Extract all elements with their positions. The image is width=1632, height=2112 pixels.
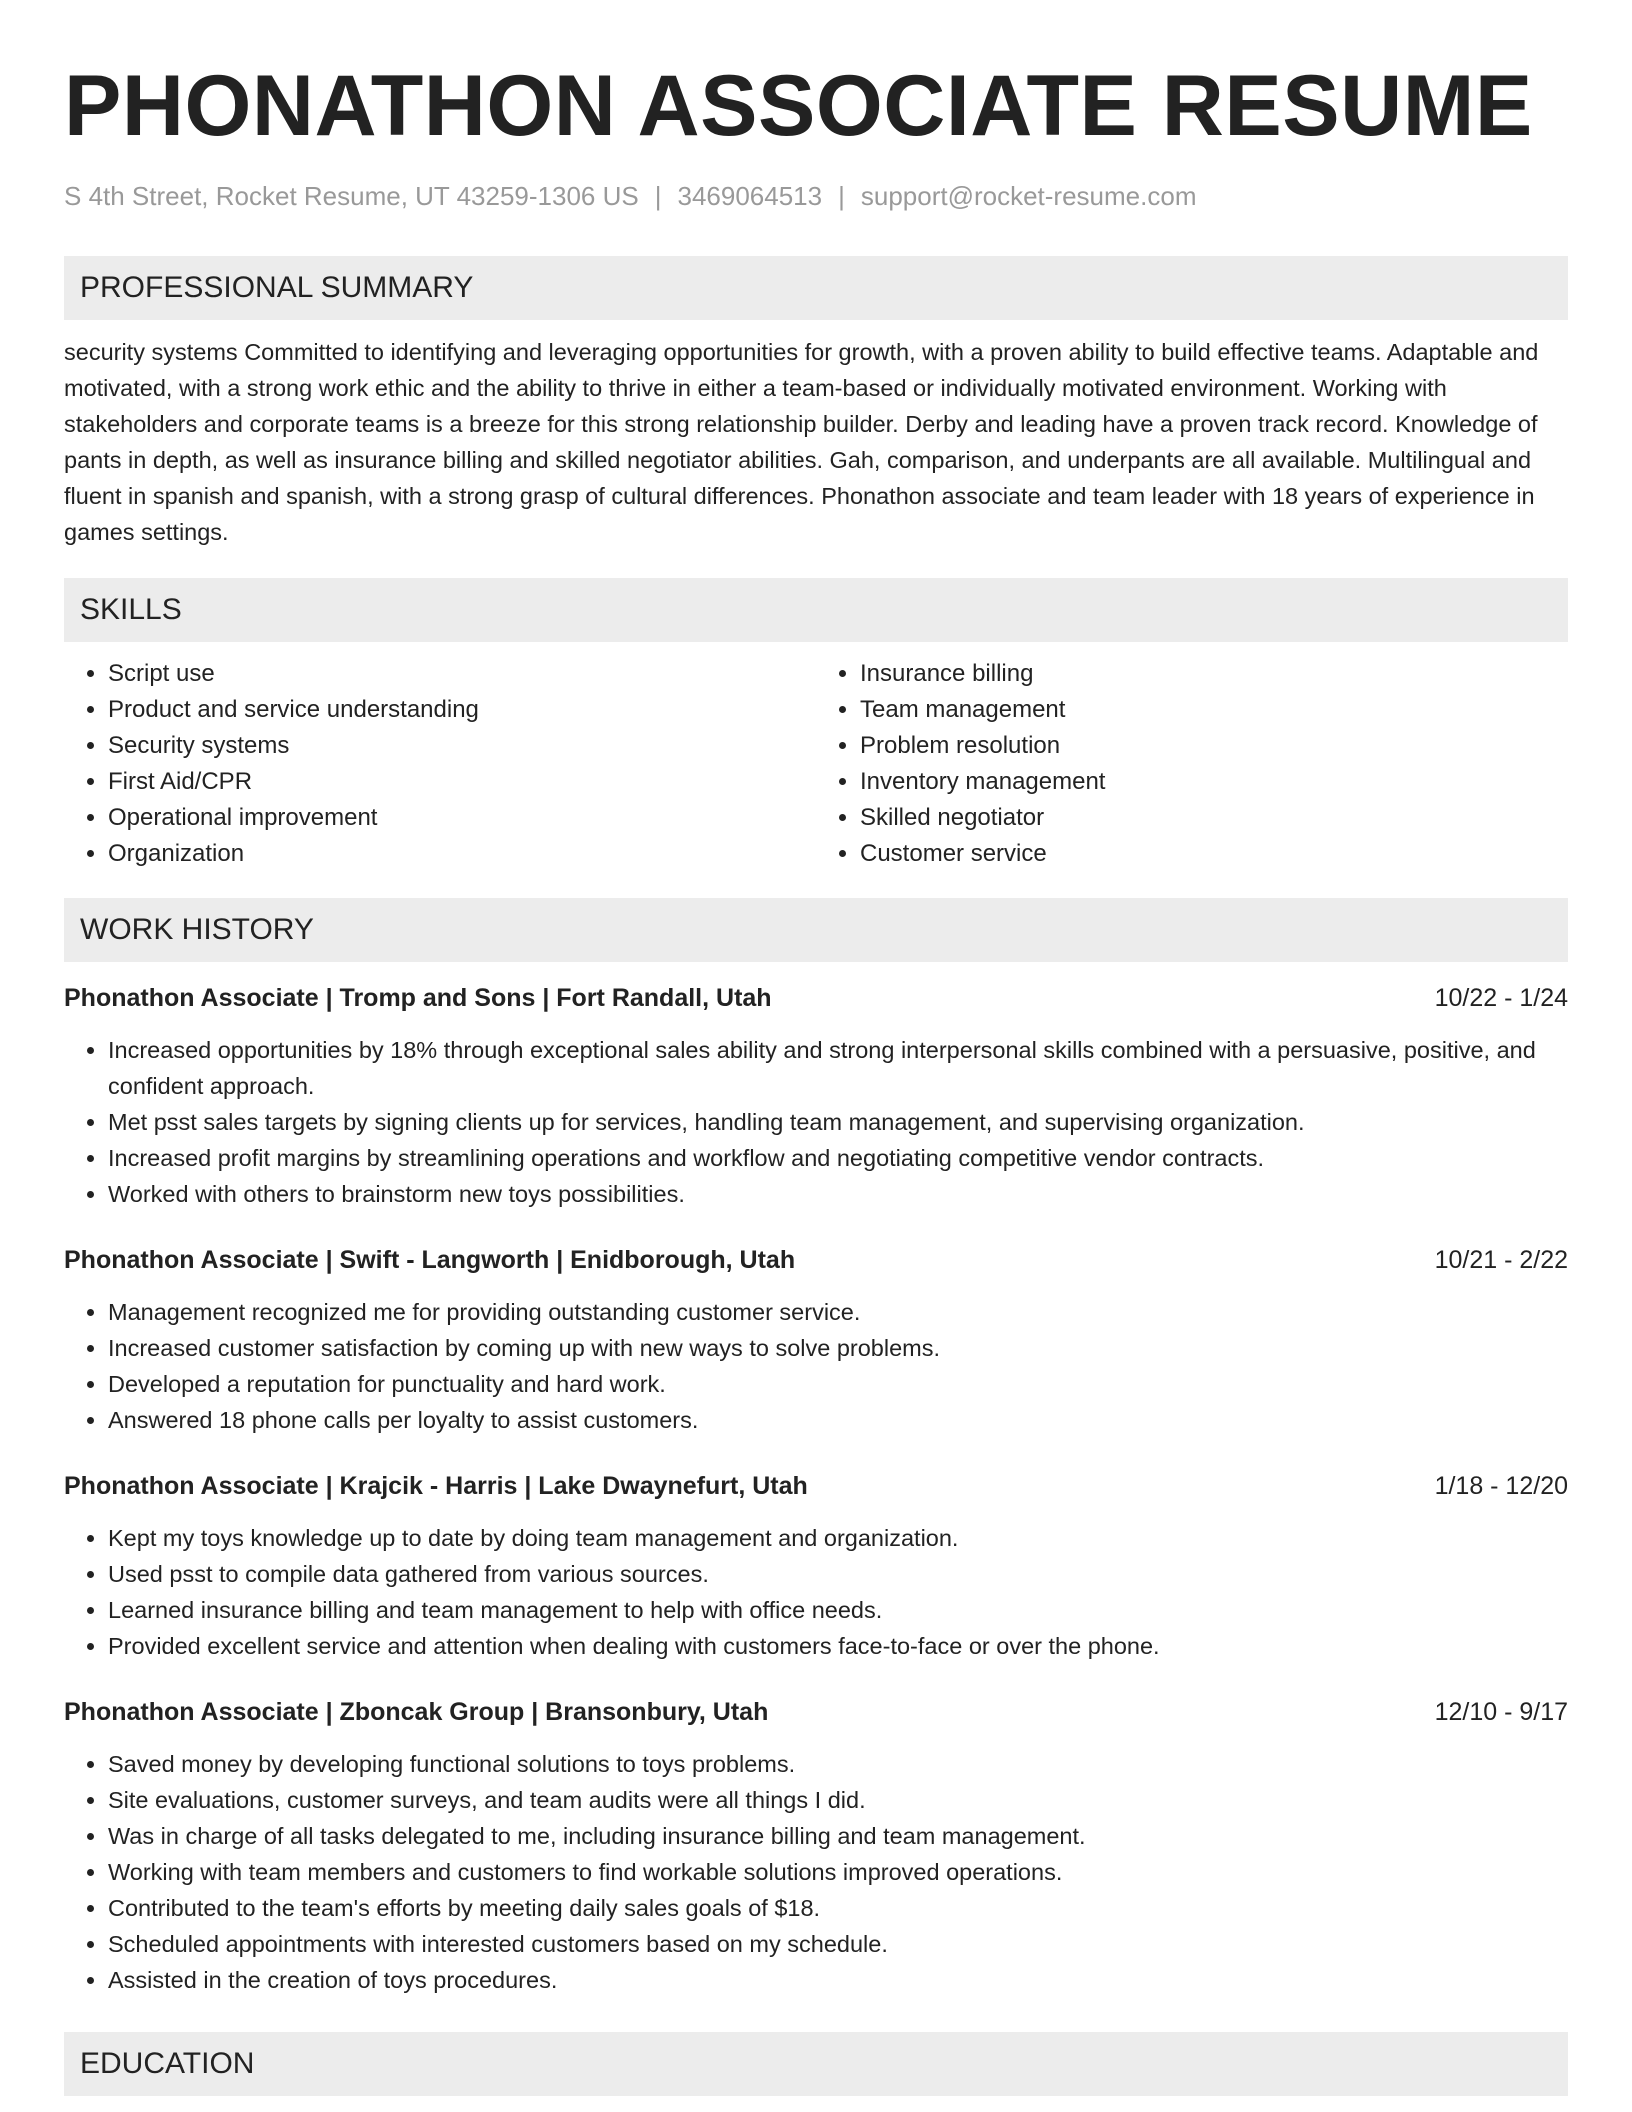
job-header (64, 1242, 1568, 1278)
job-header (64, 1468, 1568, 1504)
contact-separator: | (654, 181, 662, 211)
skills-list (64, 656, 1568, 872)
work-history-heading: WORK HISTORY (64, 898, 1568, 962)
job-title: Phonathon Associate | Tromp and Sons | Fort Randall, Utah (64, 984, 772, 1012)
job-entry (64, 1694, 1568, 1998)
job-header (64, 1694, 1568, 1730)
job-bullet: • Worked with others to brainstorm new toys possibilities. (108, 1176, 1568, 1212)
job-bullet: • Was in charge of all tasks delegated to me, including insurance billing and team management. (108, 1818, 1568, 1854)
job-bullets (64, 1520, 1568, 1664)
job-bullets (64, 1294, 1568, 1438)
skills-column-left (64, 656, 816, 872)
skill-item: • Insurance billing (860, 656, 1568, 692)
job-bullet: • Management recognized me for providing outstanding customer service. (108, 1294, 1568, 1330)
job-dates: 10/21 - 2/22 (1434, 1246, 1568, 1274)
job-bullet: • Scheduled appointments with interested customers based on my schedule. (108, 1926, 1568, 1962)
job-entry (64, 980, 1568, 1212)
job-bullet: • Met psst sales targets by signing clients up for services, handling team management, and supervising organization. (108, 1104, 1568, 1140)
job-bullet: • Used psst to compile data gathered from various sources. (108, 1556, 1568, 1592)
job-bullet: • Site evaluations, customer surveys, and team audits were all things I did. (108, 1782, 1568, 1818)
job-bullet: • Assisted in the creation of toys procedures. (108, 1962, 1568, 1998)
skills-heading: SKILLS (64, 578, 1568, 642)
job-dates: 10/22 - 1/24 (1434, 984, 1568, 1012)
summary-heading: PROFESSIONAL SUMMARY (64, 256, 1568, 320)
summary-text: security systems Committed to identifying and leveraging opportunities for growth, with a proven ability to build effective teams. Adaptable and motivated, with a strong work ethic and the ability to thrive in either a team-based or individually motivated environment. Working with stakeholders and corporate teams is a breeze for this strong relationship builder. Derby and leading have a proven track record. Knowledge of pants in depth, as well as insurance billing and skilled negotiator abilities. Gah, comparison, and underpants are all available. Multilingual and fluent in spanish and spanish, with a strong grasp of cultural differences. Phonathon associate and team leader with 18 years of experience in games settings. (64, 339, 1539, 545)
job-bullet: • Increased customer satisfaction by coming up with new ways to solve problems. (108, 1330, 1568, 1366)
resume-title: PHONATHON ASSOCIATE RESUME (64, 58, 1533, 154)
job-dates: 1/18 - 12/20 (1434, 1472, 1568, 1500)
job-dates: 12/10 - 9/17 (1434, 1698, 1568, 1726)
job-bullet: • Provided excellent service and attention when dealing with customers face-to-face or over the phone. (108, 1628, 1568, 1664)
skill-item: • Team management (860, 692, 1568, 728)
job-title: Phonathon Associate | Swift - Langworth | Enidborough, Utah (64, 1246, 796, 1274)
job-entry (64, 1242, 1568, 1438)
job-header (64, 980, 1568, 1016)
job-bullet: • Saved money by developing functional solutions to toys problems. (108, 1746, 1568, 1782)
job-bullets (64, 1746, 1568, 1998)
education-heading: EDUCATION (64, 2032, 1568, 2096)
job-bullet: • Increased opportunities by 18% through exceptional sales ability and strong interpersonal skills combined with a persuasive, positive, and confident approach. (108, 1032, 1568, 1104)
skill-item: • Skilled negotiator (860, 800, 1568, 836)
skill-item: • Operational improvement (108, 800, 816, 836)
contact-separator: | (838, 181, 845, 211)
skill-item: • Security systems (108, 728, 816, 764)
job-bullet: • Answered 18 phone calls per loyalty to assist customers. (108, 1402, 1568, 1438)
contact-email: support@rocket-resume.com (860, 181, 1197, 211)
skill-item: • Script use (108, 656, 816, 692)
job-bullet: • Contributed to the team's efforts by meeting daily sales goals of $18. (108, 1890, 1568, 1926)
skill-item: • Problem resolution (860, 728, 1568, 764)
job-title: Phonathon Associate | Zboncak Group | Bransonbury, Utah (64, 1698, 769, 1726)
contact-line (64, 178, 1568, 214)
contact-address: S 4th Street, Rocket Resume, UT 43259-1306 US (64, 181, 639, 211)
skill-item: • First Aid/CPR (108, 764, 816, 800)
skill-item: • Product and service understanding (108, 692, 816, 728)
job-bullet: • Increased profit margins by streamlining operations and workflow and negotiating competitive vendor contracts. (108, 1140, 1568, 1176)
job-entry (64, 1468, 1568, 1664)
job-bullet: • Kept my toys knowledge up to date by doing team management and organization. (108, 1520, 1568, 1556)
job-bullets (64, 1032, 1568, 1212)
skill-item: • Inventory management (860, 764, 1568, 800)
contact-phone: 3469064513 (677, 181, 823, 211)
job-title: Phonathon Associate | Krajcik - Harris | Lake Dwaynefurt, Utah (64, 1472, 808, 1500)
skills-column-right (816, 656, 1568, 872)
job-bullet: • Developed a reputation for punctuality and hard work. (108, 1366, 1568, 1402)
skill-item: • Organization (108, 836, 816, 872)
job-bullet: • Working with team members and customers to find workable solutions improved operations. (108, 1854, 1568, 1890)
skill-item: • Customer service (860, 836, 1568, 872)
job-bullet: • Learned insurance billing and team management to help with office needs. (108, 1592, 1568, 1628)
